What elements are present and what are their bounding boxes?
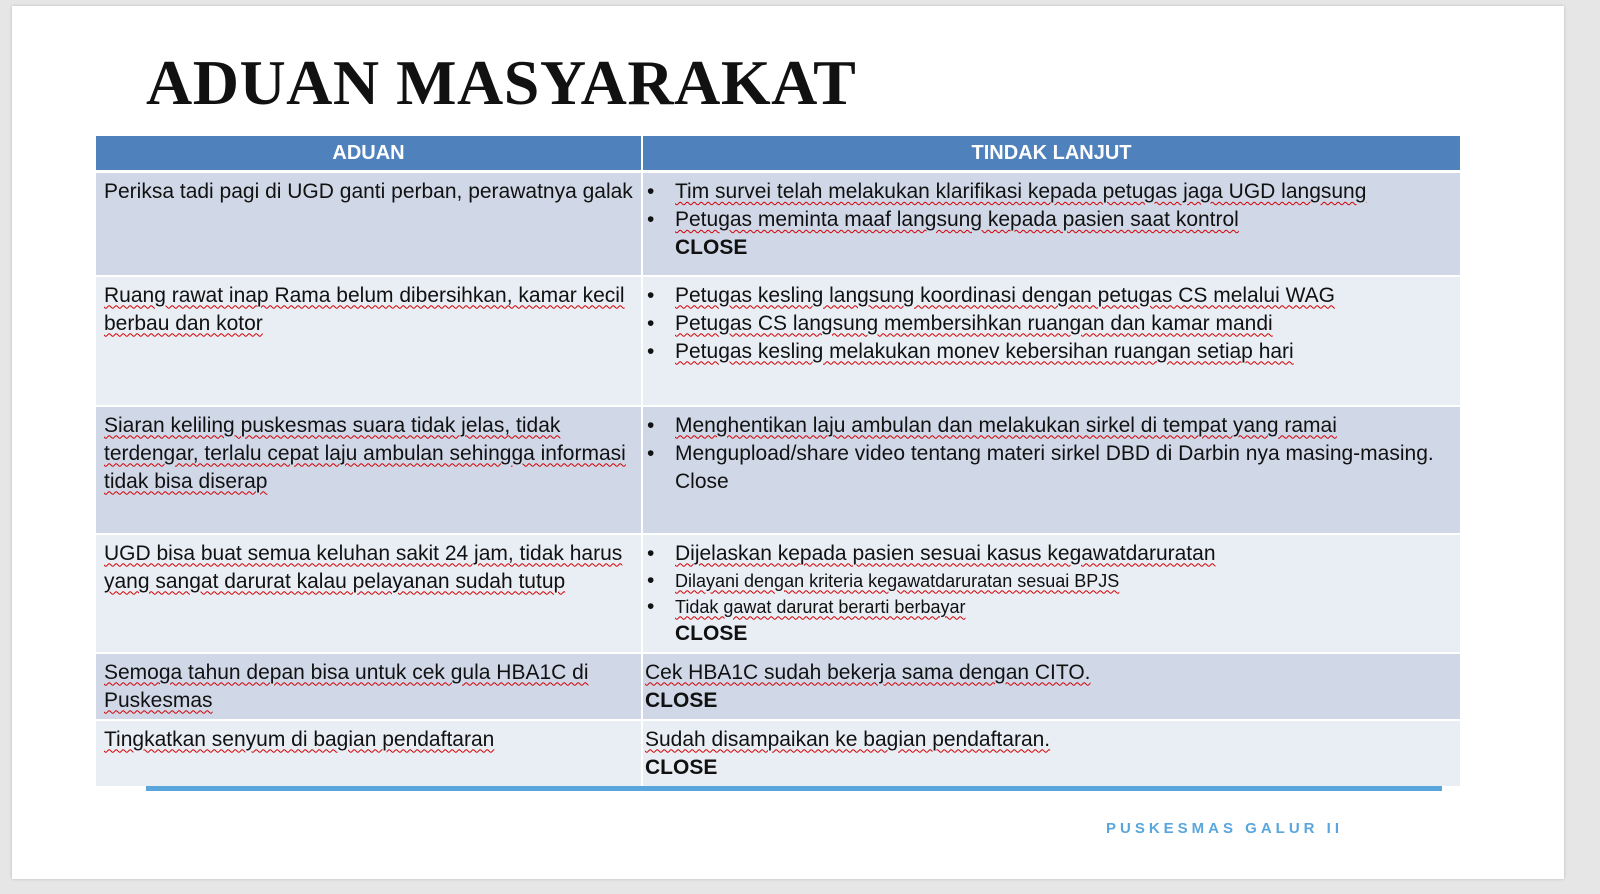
slide-title: ADUAN MASYARAKAT <box>146 47 857 118</box>
followup-text: Petugas CS langsung membersihkan ruangan dan kamar mandi <box>675 311 1273 335</box>
column-header-tindak-lanjut: TINDAK LANJUT <box>642 136 1460 172</box>
status-label: CLOSE <box>645 755 718 779</box>
complaint-text: Periksa tadi pagi di UGD ganti perban, perawatnya galak <box>104 180 633 203</box>
status-label: Close <box>675 469 729 493</box>
followup-text: Petugas kesling melakukan monev kebersihan ruangan setiap hari <box>675 339 1294 363</box>
followup-cell <box>642 276 1460 406</box>
followup-item <box>645 440 1452 468</box>
bullet-icon: • <box>647 594 655 618</box>
bullet-icon: • <box>647 541 655 565</box>
complaint-cell <box>96 406 642 534</box>
complaint-text: Ruang rawat inap Rama belum dibersihkan, kamar kecil berbau dan kotor <box>104 283 625 335</box>
status-label: CLOSE <box>675 236 748 259</box>
followup-item <box>645 338 1452 366</box>
followup-text: Cek HBA1C sudah bekerja sama dengan CITO. <box>645 660 1091 684</box>
bullet-icon: • <box>647 311 655 335</box>
followup-text: Menghentikan laju ambulan dan melakukan sirkel di tempat yang ramai <box>675 413 1337 437</box>
table-row <box>96 172 1460 276</box>
followup-item <box>645 178 1452 206</box>
complaint-cell <box>96 720 642 786</box>
complaint-cell <box>96 172 642 276</box>
followup-text: Dijelaskan kepada pasien sesuai kasus kegawatdaruratan <box>675 541 1216 565</box>
followup-item <box>645 594 1452 620</box>
slide <box>12 6 1564 879</box>
followup-text: Dilayani dengan kriteria kegawatdaruratan sesuai BPJS <box>675 570 1120 591</box>
followup-item <box>645 206 1452 234</box>
complaint-text: Siaran keliling puskesmas suara tidak jelas, tidak terdengar, terlalu cepat laju ambulan sehingga informasi tidak bisa diserap <box>104 413 626 493</box>
status-label: CLOSE <box>675 621 748 645</box>
accent-rule <box>146 786 1442 791</box>
footer-label: PUSKESMAS GALUR II <box>1106 820 1344 837</box>
complaint-text: Semoga tahun depan bisa untuk cek gula HBA1C di Puskesmas <box>104 660 589 712</box>
followup-text: Tim survei telah melakukan klarifikasi kepada petugas jaga UGD langsung <box>675 180 1367 203</box>
followup-cell <box>642 406 1460 534</box>
complaint-cell <box>96 653 642 720</box>
followup-cell <box>642 172 1460 276</box>
bullet-icon: • <box>647 208 655 231</box>
complaints-table <box>96 136 1460 786</box>
followup-cell <box>642 720 1460 786</box>
table-row <box>96 276 1460 406</box>
complaint-text: Tingkatkan senyum di bagian pendaftaran <box>104 727 495 751</box>
followup-text: Mengupload/share video tentang materi sirkel DBD di Darbin nya masing-masing. <box>675 441 1434 465</box>
table-row <box>96 653 1460 720</box>
bullet-icon: • <box>647 441 655 465</box>
bullet-icon: • <box>647 180 655 203</box>
followup-cell <box>642 653 1460 720</box>
followup-text: Petugas meminta maaf langsung kepada pasien saat kontrol <box>675 208 1239 231</box>
followup-item <box>645 310 1452 338</box>
bullet-icon: • <box>647 339 655 363</box>
followup-item <box>645 282 1452 310</box>
followup-item <box>645 412 1452 440</box>
followup-item <box>645 540 1452 568</box>
table-row <box>96 406 1460 534</box>
followup-text: Tidak gawat darurat berarti berbayar <box>675 596 966 617</box>
table-header-row <box>96 136 1460 172</box>
followup-text: Petugas kesling langsung koordinasi dengan petugas CS melalui WAG <box>675 283 1335 307</box>
table-row <box>96 534 1460 653</box>
complaint-text: UGD bisa buat semua keluhan sakit 24 jam, tidak harus yang sangat darurat kalau pelayanan sudah tutup <box>104 541 623 593</box>
bullet-icon: • <box>647 413 655 437</box>
bullet-icon: • <box>647 568 655 592</box>
followup-text: Sudah disampaikan ke bagian pendaftaran. <box>645 727 1051 751</box>
complaint-cell <box>96 276 642 406</box>
complaint-cell <box>96 534 642 653</box>
status-label: CLOSE <box>645 688 718 712</box>
column-header-aduan: ADUAN <box>96 136 642 172</box>
followup-cell <box>642 534 1460 653</box>
bullet-icon: • <box>647 283 655 307</box>
table-row <box>96 720 1460 786</box>
followup-item <box>645 568 1452 594</box>
